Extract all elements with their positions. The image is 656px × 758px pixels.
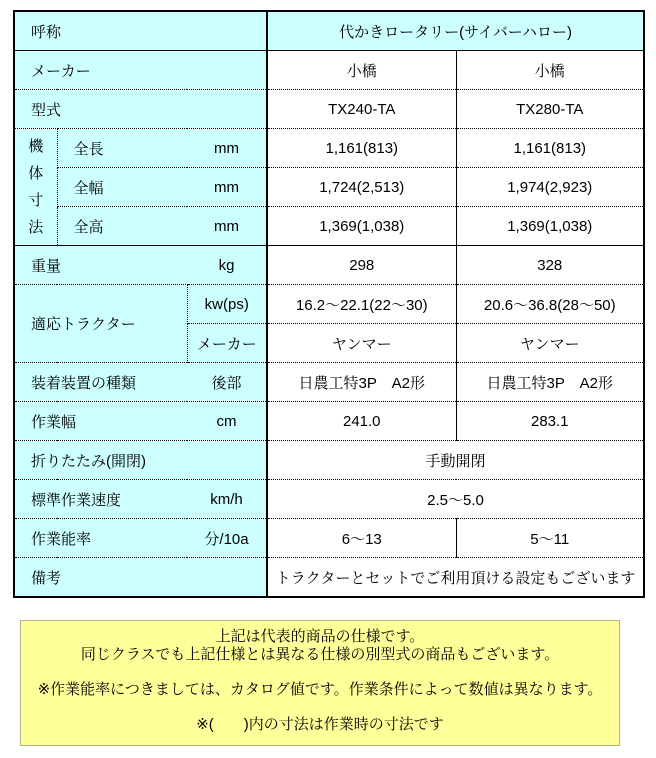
- work-width-unit: cm: [187, 402, 267, 441]
- length-value-1: 1,161(813): [267, 129, 456, 168]
- remarks-label: 備考: [14, 558, 267, 598]
- width-value-1: 1,724(2,513): [267, 168, 456, 207]
- efficiency-value-1: 6～13: [267, 519, 456, 558]
- spec-table: [13, 10, 645, 598]
- model-value-1: TX240-TA: [267, 90, 456, 129]
- dimensions-group-text: 機体寸法: [28, 138, 44, 236]
- model-label: 型式: [14, 90, 267, 129]
- row-folding: [14, 441, 644, 480]
- note-line-4: ※( )内の寸法は作業時の寸法です: [196, 716, 444, 733]
- row-name: [14, 11, 644, 51]
- model-value-2: TX280-TA: [456, 90, 644, 129]
- hitch-value-1: 日農工特3P A2形: [267, 363, 456, 402]
- row-efficiency: [14, 519, 644, 558]
- folding-value: 手動開閉: [267, 441, 644, 480]
- width-value-2: 1,974(2,923): [456, 168, 644, 207]
- note-line-2: 同じクラスでも上記仕様とは異なる仕様の別型式の商品もございます。: [80, 646, 560, 663]
- tractor-maker-label: メーカー: [187, 324, 267, 363]
- width-unit: mm: [187, 168, 267, 207]
- folding-label: 折りたたみ(開閉): [14, 441, 267, 480]
- efficiency-unit: 分/10a: [187, 519, 267, 558]
- hitch-unit: 後部: [187, 363, 267, 402]
- length-value-2: 1,161(813): [456, 129, 644, 168]
- maker-value-2: 小橋: [456, 51, 644, 90]
- width-label: 全幅: [57, 168, 187, 207]
- height-unit: mm: [187, 207, 267, 246]
- efficiency-value-2: 5～11: [456, 519, 644, 558]
- speed-label: 標準作業速度: [14, 480, 187, 519]
- hitch-value-2: 日農工特3P A2形: [456, 363, 644, 402]
- length-unit: mm: [187, 129, 267, 168]
- note-line-1: 上記は代表的商品の仕様です。: [215, 628, 425, 645]
- efficiency-label: 作業能率: [14, 519, 187, 558]
- row-hitch: [14, 363, 644, 402]
- speed-value: 2.5～5.0: [267, 480, 644, 519]
- work-width-label: 作業幅: [14, 402, 187, 441]
- row-weight: [14, 246, 644, 285]
- height-value-2: 1,369(1,038): [456, 207, 644, 246]
- row-height: [14, 207, 644, 246]
- remarks-value: トラクターとセットでご利用頂ける設定もございます: [267, 558, 644, 598]
- name-label: 呼称: [14, 11, 267, 51]
- row-speed: [14, 480, 644, 519]
- weight-label: 重量: [14, 246, 187, 285]
- tractor-maker-value-2: ヤンマー: [456, 324, 644, 363]
- tractor-label: 適応トラクター: [14, 285, 187, 363]
- hitch-label: 装着装置の種類: [14, 363, 187, 402]
- length-label: 全長: [57, 129, 187, 168]
- row-length: [14, 129, 644, 168]
- power-value-1: 16.2～22.1(22～30): [267, 285, 456, 324]
- maker-value-1: 小橋: [267, 51, 456, 90]
- tractor-maker-value-1: ヤンマー: [267, 324, 456, 363]
- height-label: 全高: [57, 207, 187, 246]
- note-line-3: ※作業能率につきましては、カタログ値です。作業条件によって数値は異なります。: [37, 681, 603, 698]
- weight-value-2: 328: [456, 246, 644, 285]
- row-remarks: [14, 558, 644, 598]
- row-tractor-power: [14, 285, 644, 324]
- note-box: [20, 620, 620, 746]
- work-width-value-1: 241.0: [267, 402, 456, 441]
- name-value: 代かきロータリー(サイバーハロー): [267, 11, 644, 51]
- row-maker: [14, 51, 644, 90]
- maker-label: メーカー: [14, 51, 267, 90]
- weight-value-1: 298: [267, 246, 456, 285]
- work-width-value-2: 283.1: [456, 402, 644, 441]
- row-model: [14, 90, 644, 129]
- dimensions-group-label: [14, 129, 57, 246]
- power-value-2: 20.6～36.8(28～50): [456, 285, 644, 324]
- row-work-width: [14, 402, 644, 441]
- row-width: [14, 168, 644, 207]
- power-label: kw(ps): [187, 285, 267, 324]
- speed-unit: km/h: [187, 480, 267, 519]
- height-value-1: 1,369(1,038): [267, 207, 456, 246]
- weight-unit: kg: [187, 246, 267, 285]
